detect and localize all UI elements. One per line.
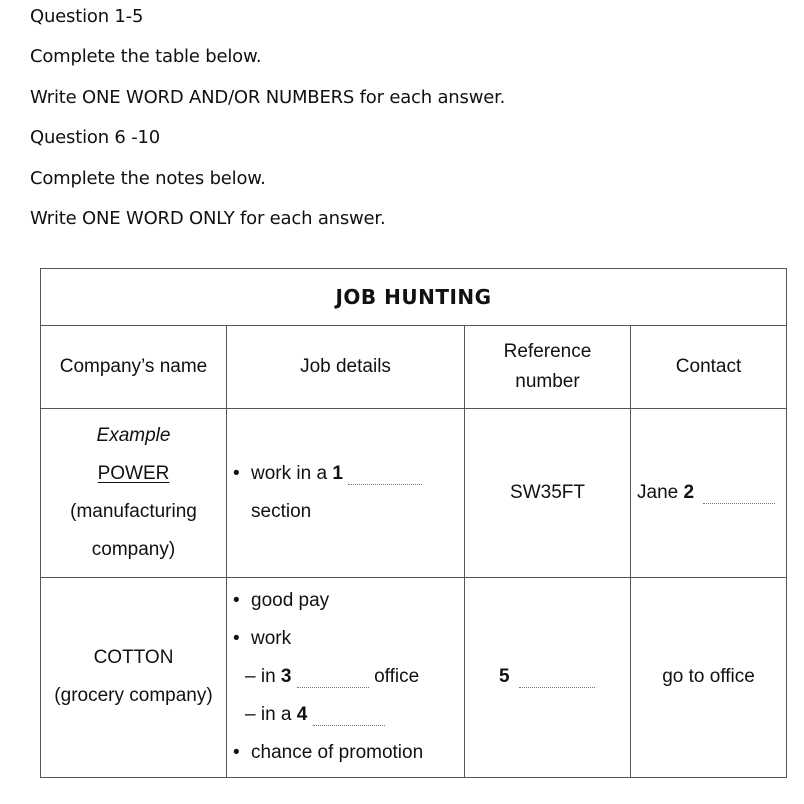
list-item — [233, 455, 464, 493]
instruction-question-range-2: Question 6 -10 — [30, 127, 161, 148]
list-item — [233, 582, 464, 620]
sub-detail-prefix-2: – in a — [245, 704, 292, 726]
list-item — [233, 493, 464, 531]
sub-detail-size — [227, 696, 464, 734]
instruction-word-limit-2: Write ONE WORD ONLY for each answer. — [30, 208, 386, 229]
table-row — [41, 577, 787, 777]
bullet-icon: • — [233, 462, 240, 484]
contact-cell-power — [631, 409, 787, 577]
header-contact: Contact — [631, 326, 787, 409]
company-type-line1: (manufacturing — [70, 500, 197, 522]
company-cell-power — [41, 409, 227, 577]
detail-prefix: work in a — [251, 462, 328, 484]
contact-cell-cotton: go to office — [631, 577, 787, 777]
job-details-cell-cotton — [227, 577, 465, 777]
table-title: JOB HUNTING — [335, 284, 492, 309]
instruction-complete-notes: Complete the notes below. — [30, 168, 266, 189]
contact-name: Jane — [637, 481, 679, 503]
company-type-cotton: (grocery company) — [54, 685, 213, 707]
header-reference — [465, 326, 631, 409]
header-reference-line2: number — [515, 371, 580, 393]
instruction-complete-table: Complete the table below. — [30, 46, 262, 67]
company-name-power: POWER — [97, 462, 170, 484]
bullet-icon: • — [233, 628, 240, 650]
answer-blank-1[interactable] — [348, 470, 422, 485]
question-number-4: 4 — [296, 704, 308, 726]
list-item — [233, 620, 464, 658]
list-item — [233, 734, 464, 772]
bullet-icon: • — [233, 590, 240, 612]
header-job-details: Job details — [227, 326, 465, 409]
table-row — [41, 409, 787, 577]
detail-work: work — [251, 628, 292, 650]
job-details-cell-power — [227, 409, 465, 577]
sub-detail-suffix-1: office — [374, 666, 420, 688]
header-company: Company’s name — [41, 326, 227, 409]
sub-detail-office — [227, 658, 464, 696]
example-label: Example — [96, 424, 171, 446]
detail-suffix: section — [251, 500, 312, 522]
question-number-5: 5 — [499, 666, 510, 688]
answer-blank-2[interactable] — [703, 489, 775, 504]
table-title-cell — [41, 269, 787, 326]
instruction-word-limit-1: Write ONE WORD AND/OR NUMBERS for each answer. — [30, 87, 506, 108]
instruction-question-range-1: Question 1-5 — [30, 6, 144, 27]
detail-promotion: chance of promotion — [251, 742, 424, 764]
header-reference-line1: Reference — [503, 341, 592, 363]
answer-blank-3[interactable] — [297, 673, 369, 688]
job-hunting-table — [40, 268, 787, 778]
detail-good-pay: good pay — [251, 590, 330, 612]
question-number-2: 2 — [683, 481, 695, 503]
sub-detail-prefix-1: – in — [245, 666, 276, 688]
reference-cell-cotton — [465, 577, 631, 777]
company-cell-cotton — [41, 577, 227, 777]
company-name-cotton: COTTON — [93, 647, 174, 669]
question-number-1: 1 — [332, 462, 343, 484]
answer-blank-4[interactable] — [313, 711, 385, 726]
question-number-3: 3 — [280, 666, 292, 688]
company-type-line2: company) — [91, 538, 176, 560]
bullet-icon: • — [233, 742, 240, 764]
reference-cell-power: SW35FT — [465, 409, 631, 577]
answer-blank-5[interactable] — [519, 673, 595, 688]
